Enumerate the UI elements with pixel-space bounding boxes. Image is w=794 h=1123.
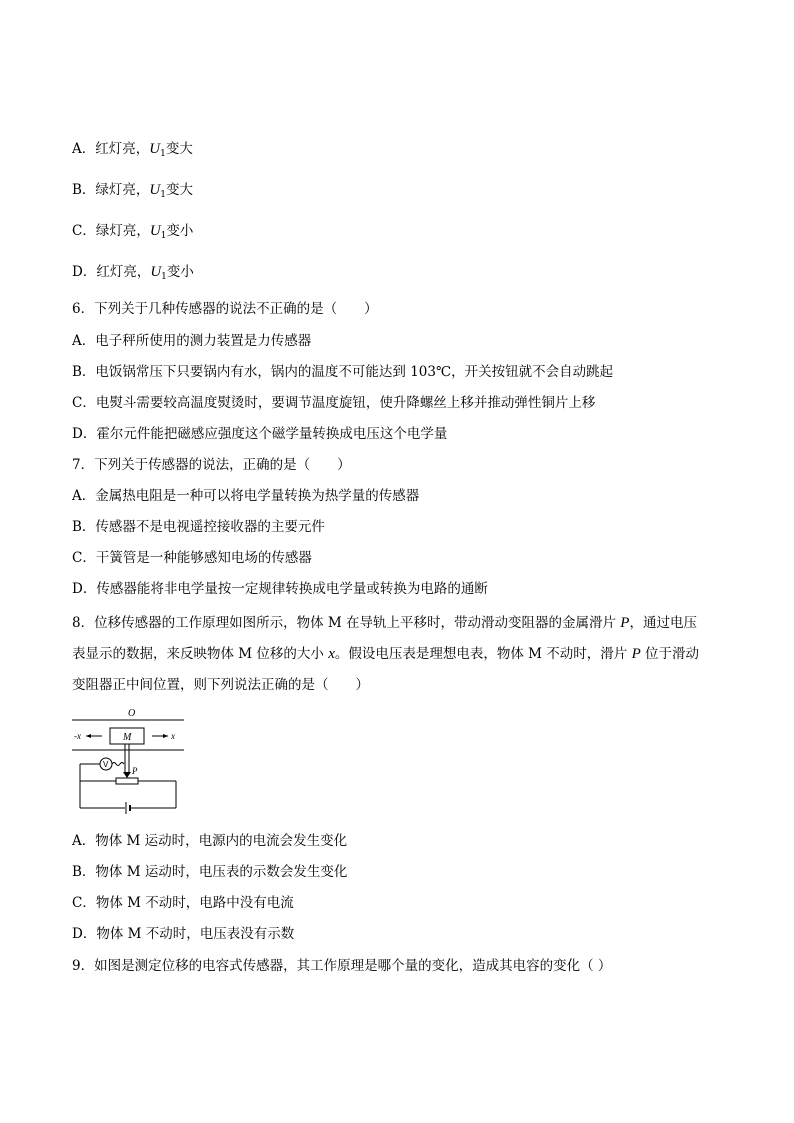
q7-stem: 7．下列关于传感器的说法，正确的是（ ） <box>72 457 351 473</box>
displacement-sensor-diagram <box>72 704 190 816</box>
q5-option-d: D．红灯亮，$U_1$变小 <box>72 264 194 282</box>
q5-option-a: A．红灯亮，$U_1$变大 <box>72 141 193 159</box>
q9-stem: 9．如图是测定位移的电容式传感器，其工作原理是哪个量的变化，造成其电容的变化（ ） <box>72 958 612 974</box>
pos-x-label: x <box>171 731 175 741</box>
voltmeter-label: V <box>103 760 109 769</box>
neg-x-arrowhead <box>86 734 91 738</box>
q8-stem-line1: 8．位移传感器的工作原理如图所示，物体 M 在导轨上平移时，带动滑动变阻器的金属滑片 P，通过电压 <box>72 615 697 631</box>
q6-option-d: D．霍尔元件能把磁感应强度这个磁学量转换成电压这个电学量 <box>72 426 448 442</box>
q8-option-a: A．物体 M 运动时，电源内的电流会发生变化 <box>72 833 348 849</box>
q8-option-d: D．物体 M 不动时，电压表没有示数 <box>72 926 295 942</box>
origin-label: O <box>128 708 136 719</box>
q6-stem: 6．下列关于几种传感器的说法不正确的是（ ） <box>72 301 378 317</box>
q8-option-b: B．物体 M 运动时，电压表的示数会发生变化 <box>72 864 348 880</box>
q5-option-b: B．绿灯亮，$U_1$变大 <box>72 182 193 200</box>
q5-option-c: C．绿灯亮，$U_1$变小 <box>72 223 194 241</box>
slider-label: P <box>132 766 138 776</box>
q7-option-a: A．金属热电阻是一种可以将电学量转换为热学量的传感器 <box>72 488 420 504</box>
q6-option-a: A．电子秤所使用的测力装置是力传感器 <box>72 333 312 349</box>
q7-option-b: B．传感器不是电视遥控接收器的主要元件 <box>72 519 325 535</box>
pos-x-arrowhead <box>163 734 168 738</box>
q6-option-b: B．电饭锅常压下只要锅内有水，锅内的温度不可能达到 103℃，开关按钮就不会自动跳起 <box>72 364 614 380</box>
q7-option-c: C．干簧管是一种能够感知电场的传感器 <box>72 550 312 566</box>
voltmeter-lead <box>112 763 124 766</box>
q7-option-d: D．传感器能将非电学量按一定规律转换成电学量或转换为电路的通断 <box>72 581 488 597</box>
q6-option-c: C．电熨斗需要较高温度熨烫时，要调节温度旋钮，使升降螺丝上移并推动弹性铜片上移 <box>72 395 596 411</box>
q8-option-c: C．物体 M 不动时，电路中没有电流 <box>72 895 294 911</box>
block-m-label: M <box>123 732 132 743</box>
q8-stem-line2: 表显示的数据，来反映物体 M 位移的大小 x。假设电压表是理想电表，物体 M 不动时，滑片 P 位于滑动 <box>72 646 700 662</box>
q8-stem-line3: 变阻器正中间位置，则下列说法正确的是（ ） <box>72 677 369 693</box>
slider-tip <box>123 772 131 778</box>
neg-x-label: -x <box>74 731 81 741</box>
rheostat <box>116 778 138 784</box>
